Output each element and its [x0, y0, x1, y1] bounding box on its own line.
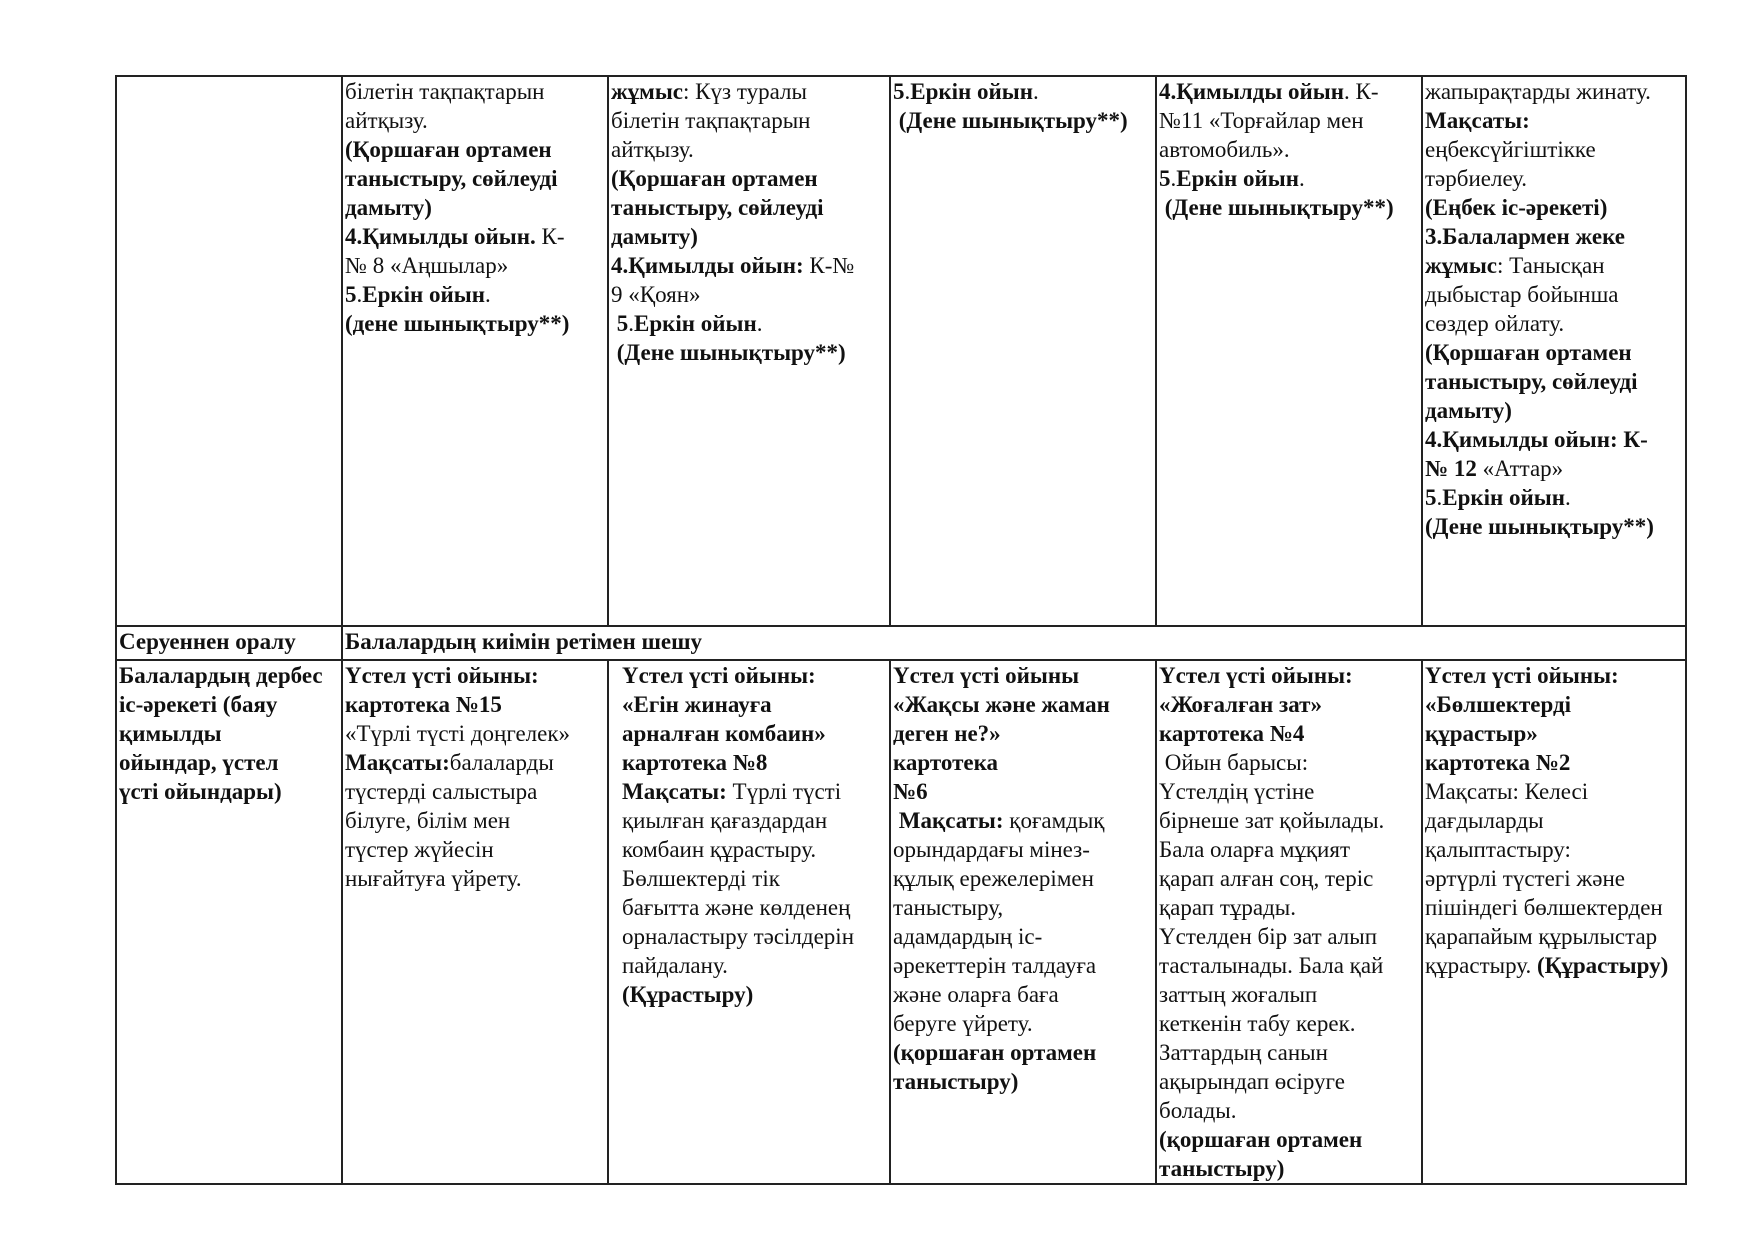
text-run: құрастыр»: [1425, 721, 1538, 746]
text-run: дамыту): [345, 195, 432, 220]
text-line: [1425, 338, 1685, 367]
text-run: білуге, білім мен: [345, 808, 511, 833]
text-run: «Бөлшектерді: [1425, 692, 1572, 717]
text-run: сөздер ойлату.: [1425, 311, 1565, 336]
text-run: түстерді салыстыра: [345, 779, 538, 804]
text-line: [1425, 251, 1685, 280]
text-line: [1159, 193, 1421, 222]
text-line: [345, 222, 607, 251]
table-row-walk-continued: [116, 76, 1686, 626]
text-line: [893, 719, 1155, 748]
text-line: [345, 864, 607, 893]
text-run: заттың жоғалып: [1159, 982, 1318, 1007]
text-line: [611, 251, 889, 280]
text-line: [611, 338, 889, 367]
text-line: [119, 777, 341, 806]
text-run: беруге үйрету.: [893, 1011, 1033, 1036]
text-run: қалыптастыру:: [1425, 837, 1571, 862]
text-run: «Жақсы және жаман: [893, 692, 1110, 717]
text-line: [611, 309, 889, 338]
text-run: 5: [1159, 166, 1171, 191]
text-run: (Дене шынықтыру**): [1159, 195, 1394, 220]
text-run: картотека №15: [345, 692, 502, 717]
text-run: (Қоршаған ортамен: [611, 166, 818, 191]
text-line: [622, 922, 889, 951]
text-line: [1425, 922, 1685, 951]
text-run: № 12: [1425, 456, 1477, 481]
text-run: білетін тақпақтарын: [611, 108, 811, 133]
text-run: түстер жүйесін: [345, 837, 494, 862]
text-line: [893, 922, 1155, 951]
text-run: № 8 «Аңшылар»: [345, 253, 509, 278]
text-run: білетін тақпақтарын: [345, 79, 545, 104]
text-run: Үстел үсті ойыны:: [345, 663, 539, 688]
text-run: К-: [535, 224, 565, 249]
text-line: [1425, 367, 1685, 396]
text-run: Бала оларға мұқият: [1159, 837, 1350, 862]
text-run: таныстыру,: [893, 895, 1004, 920]
text-run: Үстел үсті ойыны:: [622, 663, 816, 688]
text-run: картотека №4: [1159, 721, 1305, 746]
text-run: .: [1033, 79, 1039, 104]
text-line: [119, 748, 341, 777]
return-from-walk-text: Балалардың киімін ретімен шешу: [342, 626, 1686, 660]
text-line: [893, 748, 1155, 777]
table-cell-tuesday-walk: [608, 76, 890, 626]
text-line: [1425, 135, 1685, 164]
text-run: кеткенін табу керек.: [1159, 1011, 1356, 1036]
text-line: [1159, 719, 1421, 748]
text-run: : Күз туралы: [683, 79, 807, 104]
text-line: [611, 135, 889, 164]
text-run: 4.Қимылды ойын: [1159, 79, 1345, 104]
text-line: [1159, 1096, 1421, 1125]
text-line: [1159, 135, 1421, 164]
text-run: Еркін ойын: [1176, 166, 1299, 191]
table-cell-thursday-walk: [1156, 76, 1422, 626]
text-run: іс-әрекеті (баяу: [119, 692, 278, 717]
text-run: «Аттар»: [1476, 456, 1564, 481]
row-label-return-from-walk: Серуеннен оралу: [116, 626, 342, 660]
text-line: [1425, 893, 1685, 922]
text-line: [345, 193, 607, 222]
text-run: Мақсаты: Келесі: [1425, 779, 1589, 804]
text-line: [345, 164, 607, 193]
table-cell-wednesday-walk: [890, 76, 1156, 626]
text-line: [1159, 864, 1421, 893]
text-line: [611, 106, 889, 135]
text-run: қоғамдық: [1003, 808, 1105, 833]
text-line: [1159, 1125, 1421, 1154]
text-line: [611, 193, 889, 222]
text-line: [1159, 1009, 1421, 1038]
text-line: [1425, 748, 1685, 777]
text-run: таныстыру): [1159, 1156, 1285, 1181]
table-cell-friday-activity: [1422, 660, 1686, 1184]
text-line: [345, 777, 607, 806]
text-run: Еркін ойын: [1442, 485, 1565, 510]
text-line: [893, 777, 1155, 806]
text-line: [893, 893, 1155, 922]
table-cell-friday-walk: [1422, 76, 1686, 626]
text-line: [622, 719, 889, 748]
text-run: .: [1170, 166, 1177, 191]
text-run: болады.: [1159, 1098, 1237, 1123]
text-run: .: [485, 282, 491, 307]
text-run: дамыту): [611, 224, 698, 249]
table-cell-empty-label: [116, 76, 342, 626]
table-row-independent-activity: [116, 660, 1686, 1184]
text-line: [345, 106, 607, 135]
text-line: [1159, 748, 1421, 777]
schedule-table: [115, 75, 1687, 1185]
text-line: [622, 835, 889, 864]
text-run: .: [904, 79, 911, 104]
text-run: .: [1565, 485, 1571, 510]
text-run: Балалардың дербес: [119, 663, 323, 688]
text-run: қарапайым құрылыстар: [1425, 924, 1658, 949]
text-line: [1159, 1154, 1421, 1183]
text-run: тасталынады. Бала қай: [1159, 953, 1384, 978]
text-run: қимылды: [119, 721, 222, 746]
text-run: К-№: [803, 253, 855, 278]
text-line: [345, 835, 607, 864]
text-line: [893, 1009, 1155, 1038]
text-run: әртүрлі түстегі және: [1425, 866, 1625, 891]
text-run: (Дене шынықтыру**): [1425, 514, 1654, 539]
text-run: .: [1436, 485, 1443, 510]
table-cell-wednesday-activity: [890, 660, 1156, 1184]
text-run: (Құрастыру): [1537, 953, 1669, 978]
text-run: деген не?»: [893, 721, 1001, 746]
text-line: [345, 661, 607, 690]
text-run: Мақсаты:: [893, 808, 1004, 833]
text-run: «Егін жинауға: [622, 692, 772, 717]
text-run: адамдардың іс-: [893, 924, 1043, 949]
text-line: [893, 661, 1155, 690]
text-run: «Түрлі түсті доңгелек»: [345, 721, 571, 746]
text-run: әрекеттерін талдауға: [893, 953, 1097, 978]
text-run: (Құрастыру): [622, 982, 754, 1007]
text-run: балаларды: [449, 750, 554, 775]
text-line: [893, 77, 1155, 106]
text-run: 4.Қимылды ойын.: [345, 224, 536, 249]
text-run: Мақсаты:: [622, 779, 727, 804]
text-line: [622, 777, 889, 806]
text-run: : Танысқан: [1497, 253, 1605, 278]
text-line: [1425, 835, 1685, 864]
text-run: қарап алған соң, теріс: [1159, 866, 1374, 891]
text-run: таныстыру): [893, 1069, 1019, 1094]
text-run: нығайтуға үйрету.: [345, 866, 522, 891]
text-run: 4.Қимылды ойын: К-: [1425, 427, 1648, 452]
text-run: таныстыру, сөйлеуді: [1425, 369, 1638, 394]
text-line: [345, 251, 607, 280]
text-run: дамыту): [1425, 398, 1512, 423]
text-run: Еркін ойын: [634, 311, 757, 336]
text-run: бағытта және көлденең: [622, 895, 851, 920]
text-line: [345, 719, 607, 748]
text-line: [1159, 951, 1421, 980]
row-label-independent-activity: [116, 660, 342, 1184]
text-run: пішіндегі бөлшектерден: [1425, 895, 1663, 920]
text-line: [345, 748, 607, 777]
text-line: [1159, 893, 1421, 922]
text-run: ойындар, үстел: [119, 750, 279, 775]
text-run: 5: [345, 282, 357, 307]
text-run: арналған комбаин»: [622, 721, 826, 746]
text-line: [622, 748, 889, 777]
text-line: [622, 661, 889, 690]
text-run: (қоршаған ортамен: [893, 1040, 1097, 1065]
text-run: (Дене шынықтыру**): [611, 340, 846, 365]
text-run: пайдалану.: [622, 953, 728, 978]
text-run: дағдыларды: [1425, 808, 1544, 833]
text-run: картотека: [893, 750, 998, 775]
text-line: [1425, 864, 1685, 893]
text-line: [611, 280, 889, 309]
text-line: [345, 77, 607, 106]
text-run: қиылған қағаздардан: [622, 808, 828, 833]
text-line: [622, 893, 889, 922]
text-line: [893, 106, 1155, 135]
text-run: комбаин құрастыру.: [622, 837, 817, 862]
text-line: [345, 309, 607, 338]
text-run: Түрлі түсті: [726, 779, 842, 804]
text-line: [1425, 719, 1685, 748]
text-run: Еркін ойын: [910, 79, 1033, 104]
text-line: [1425, 164, 1685, 193]
text-run: Еркін ойын: [362, 282, 485, 307]
text-line: [1425, 280, 1685, 309]
text-run: Үстелден бір зат алып: [1159, 924, 1378, 949]
text-line: [893, 1067, 1155, 1096]
text-run: құрастыру.: [1425, 953, 1537, 978]
text-line: [611, 164, 889, 193]
text-line: [622, 980, 889, 1009]
text-line: [1159, 922, 1421, 951]
text-run: Ойын барысы:: [1159, 750, 1309, 775]
text-run: жұмыс: [611, 79, 684, 104]
text-run: қарап тұрады.: [1159, 895, 1297, 920]
text-line: [345, 690, 607, 719]
text-run: автомобиль».: [1159, 137, 1290, 162]
table-cell-monday-activity: [342, 660, 608, 1184]
text-run: орналастыру тәсілдерін: [622, 924, 855, 949]
text-run: №6: [893, 779, 928, 804]
text-line: [345, 806, 607, 835]
text-line: [1425, 483, 1685, 512]
text-run: (Қоршаған ортамен: [1425, 340, 1632, 365]
text-run: жапырақтарды жинату.: [1425, 79, 1651, 104]
text-line: [1159, 1067, 1421, 1096]
text-run: айтқызу.: [345, 108, 428, 133]
text-line: [1159, 106, 1421, 135]
text-line: [1159, 777, 1421, 806]
text-line: [119, 719, 341, 748]
text-run: картотека №2: [1425, 750, 1571, 775]
table-cell-tuesday-activity: [608, 660, 890, 1184]
table-cell-thursday-activity: [1156, 660, 1422, 1184]
table-row-return-from-walk: [116, 626, 1686, 660]
text-line: [345, 135, 607, 164]
text-line: [1159, 164, 1421, 193]
text-run: Мақсаты:: [345, 750, 450, 775]
text-line: [893, 806, 1155, 835]
text-run: (Қоршаған ортамен: [345, 137, 552, 162]
text-run: (қоршаған ортамен: [1159, 1127, 1363, 1152]
text-run: (дене шынықтыру**): [345, 311, 570, 336]
text-run: ақырындап өсіруге: [1159, 1069, 1345, 1094]
text-run: бірнеше зат қойылады.: [1159, 808, 1385, 833]
text-line: [622, 690, 889, 719]
text-run: 5: [611, 311, 629, 336]
text-run: . К-: [1344, 79, 1379, 104]
text-run: Бөлшектерді тік: [622, 866, 780, 891]
text-run: таныстыру, сөйлеуді: [611, 195, 824, 220]
text-run: және оларға баға: [893, 982, 1059, 1007]
text-line: [1425, 425, 1685, 454]
text-run: таныстыру, сөйлеуді: [345, 166, 558, 191]
text-line: [1159, 806, 1421, 835]
text-run: .: [756, 311, 763, 336]
text-line: [622, 864, 889, 893]
text-line: [893, 951, 1155, 980]
text-run: орындардағы мінез-: [893, 837, 1090, 862]
text-line: [611, 222, 889, 251]
text-line: [611, 77, 889, 106]
text-run: 9 «Қоян»: [611, 282, 701, 307]
text-run: айтқызу.: [611, 137, 694, 162]
text-line: [1159, 835, 1421, 864]
text-run: Үстел үсті ойыны:: [1425, 663, 1619, 688]
text-line: [1425, 193, 1685, 222]
text-run: .: [356, 282, 363, 307]
text-line: [1425, 806, 1685, 835]
text-run: үсті ойындары): [119, 779, 282, 804]
text-line: [1425, 454, 1685, 483]
text-line: [1425, 661, 1685, 690]
text-line: [1425, 951, 1685, 980]
table-cell-monday-walk: [342, 76, 608, 626]
text-run: Мақсаты:: [1425, 108, 1530, 133]
text-line: [622, 806, 889, 835]
text-line: [893, 690, 1155, 719]
text-run: Үстелдің үстіне: [1159, 779, 1315, 804]
text-run: 3.Балалармен жеке: [1425, 224, 1625, 249]
text-line: [1159, 1038, 1421, 1067]
text-run: Үстел үсті ойыны:: [1159, 663, 1353, 688]
text-run: .: [1299, 166, 1305, 191]
text-line: [1159, 661, 1421, 690]
text-run: 4.Қимылды ойын:: [611, 253, 804, 278]
text-run: тәрбиелеу.: [1425, 166, 1528, 191]
text-run: №11 «Торғайлар мен: [1159, 108, 1364, 133]
text-line: [1425, 690, 1685, 719]
text-line: [1159, 690, 1421, 719]
text-line: [1425, 77, 1685, 106]
text-run: (Еңбек іс-әрекеті): [1425, 195, 1608, 220]
text-line: [1425, 777, 1685, 806]
text-run: картотека №8: [622, 750, 768, 775]
text-line: [893, 1038, 1155, 1067]
text-run: (Дене шынықтыру**): [893, 108, 1128, 133]
text-line: [1425, 222, 1685, 251]
text-run: Заттардың санын: [1159, 1040, 1328, 1065]
text-run: 5: [893, 79, 905, 104]
text-run: еңбексүйгіштікке: [1425, 137, 1596, 162]
text-line: [119, 690, 341, 719]
text-line: [1425, 396, 1685, 425]
text-line: [1425, 309, 1685, 338]
text-line: [893, 980, 1155, 1009]
text-run: 5: [1425, 485, 1437, 510]
text-run: құлық ережелерімен: [893, 866, 1094, 891]
text-line: [893, 864, 1155, 893]
text-run: .: [628, 311, 634, 336]
text-run: жұмыс: [1425, 253, 1498, 278]
text-run: дыбыстар бойынша: [1425, 282, 1619, 307]
text-run: Үстел үсті ойыны: [893, 663, 1080, 688]
text-line: [1425, 512, 1685, 541]
text-line: [622, 951, 889, 980]
text-line: [119, 661, 341, 690]
text-line: [893, 835, 1155, 864]
text-run: «Жоғалған зат»: [1159, 692, 1322, 717]
text-line: [1425, 106, 1685, 135]
text-line: [1159, 980, 1421, 1009]
text-line: [345, 280, 607, 309]
text-line: [1159, 77, 1421, 106]
